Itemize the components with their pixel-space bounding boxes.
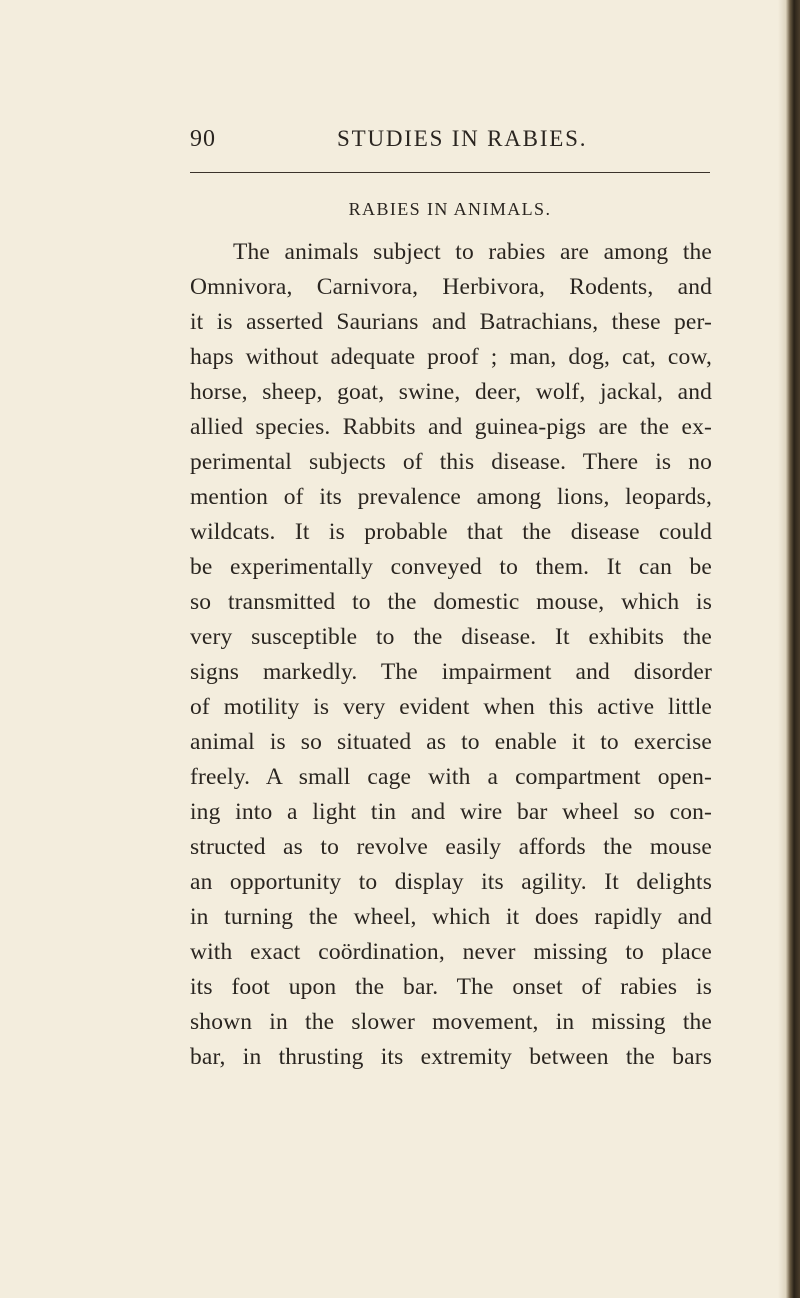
text-line: it is asserted Saurians and Batrachians, these per-: [190, 309, 712, 335]
text-line: allied species. Rabbits and guinea-pigs are the ex-: [190, 414, 712, 440]
page-number: 90: [190, 126, 216, 152]
text-line: its foot upon the bar. The onset of rabies is: [190, 974, 712, 1000]
section-heading: RABIES IN ANIMALS.: [348, 199, 552, 219]
running-title: STUDIES IN RABIES.: [337, 126, 588, 151]
text-line: animal is so situated as to enable it to exercise: [190, 729, 712, 755]
text-line: shown in the slower movement, in missing the: [190, 1009, 712, 1035]
text-line: perimental subjects of this disease. There is no: [190, 449, 712, 475]
text-line: The animals subject to rabies are among the: [233, 239, 712, 265]
text-line: Omnivora, Carnivora, Herbivora, Rodents, and: [190, 274, 712, 300]
text-line: horse, sheep, goat, swine, deer, wolf, jackal, and: [190, 379, 712, 405]
text-line: in turning the wheel, which it does rapidly and: [190, 904, 712, 930]
body-paragraph: [190, 235, 712, 1075]
text-line: wildcats. It is probable that the disease could: [190, 519, 712, 545]
page-shadow: [778, 0, 786, 1298]
text-line: mention of its prevalence among lions, leopards,: [190, 484, 712, 510]
text-line: so transmitted to the domestic mouse, which is: [190, 589, 712, 615]
text-line: of motility is very evident when this active little: [190, 694, 712, 720]
page-edge: [786, 0, 800, 1298]
text-line: bar, in thrusting its extremity between the bars: [190, 1044, 712, 1070]
text-line: structed as to revolve easily affords the mouse: [190, 834, 712, 860]
running-head: [190, 126, 710, 162]
text-line: ing into a light tin and wire bar wheel so con-: [190, 799, 712, 825]
text-line: an opportunity to display its agility. It delights: [190, 869, 712, 895]
text-line: haps without adequate proof ; man, dog, cat, cow,: [190, 344, 712, 370]
text-line: signs markedly. The impairment and disorder: [190, 659, 712, 685]
text-line: with exact coördination, never missing to place: [190, 939, 712, 965]
text-line: be experimentally conveyed to them. It can be: [190, 554, 712, 580]
header-rule: [190, 172, 710, 173]
text-line: freely. A small cage with a compartment open-: [190, 764, 712, 790]
text-line: very susceptible to the disease. It exhibits the: [190, 624, 712, 650]
